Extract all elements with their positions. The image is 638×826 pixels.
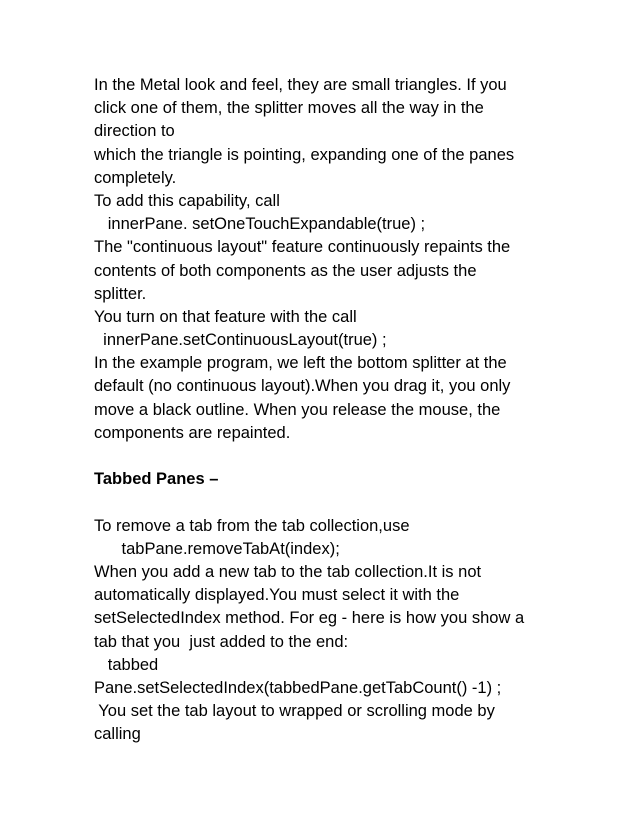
text-line: calling <box>94 725 141 744</box>
text-line: You set the tab layout to wrapped or scrolling mode by <box>94 702 495 721</box>
code-line: tabPane.removeTabAt(index); <box>94 539 340 558</box>
text-line: contents of both components as the user adjusts the <box>94 261 477 280</box>
text-line: When you add a new tab to the tab collection.It is not <box>94 562 482 581</box>
text-line: splitter. <box>94 284 147 303</box>
section-heading: Tabbed Panes – <box>94 470 219 489</box>
text-line: In the example program, we left the bottom splitter at the <box>94 354 507 373</box>
code-line: tabbed <box>94 655 159 674</box>
document-body <box>94 74 614 746</box>
text-line: setSelectedIndex method. For eg - here is how you show a <box>94 609 525 628</box>
text-line: You turn on that feature with the call <box>94 307 357 326</box>
text-line: The "continuous layout" feature continuously repaints the <box>94 238 511 257</box>
code-line: innerPane. setOneTouchExpandable(true) ; <box>94 215 426 234</box>
text-line: To add this capability, call <box>94 191 280 210</box>
text-line: click one of them, the splitter moves all the way in the <box>94 99 484 118</box>
text-line: tab that you just added to the end: <box>94 632 349 651</box>
text-line: move a black outline. When you release the mouse, the <box>94 400 501 419</box>
text-line: default (no continuous layout).When you drag it, you only <box>94 377 511 396</box>
code-line: Pane.setSelectedIndex(tabbedPane.getTabCount() -1) ; <box>94 678 502 697</box>
code-line: innerPane.setContinuousLayout(true) ; <box>94 331 387 350</box>
text-line: In the Metal look and feel, they are small triangles. If you <box>94 76 507 94</box>
text-line: which the triangle is pointing, expanding one of the panes <box>94 145 515 164</box>
paragraph-spacer <box>94 491 614 514</box>
text-line: To remove a tab from the tab collection,use <box>94 516 410 535</box>
text-line: completely. <box>94 168 177 187</box>
text-line: direction to <box>94 122 175 141</box>
text-line: automatically displayed.You must select it with the <box>94 586 460 605</box>
text-line: components are repainted. <box>94 423 291 442</box>
paragraph-spacer <box>94 445 614 468</box>
